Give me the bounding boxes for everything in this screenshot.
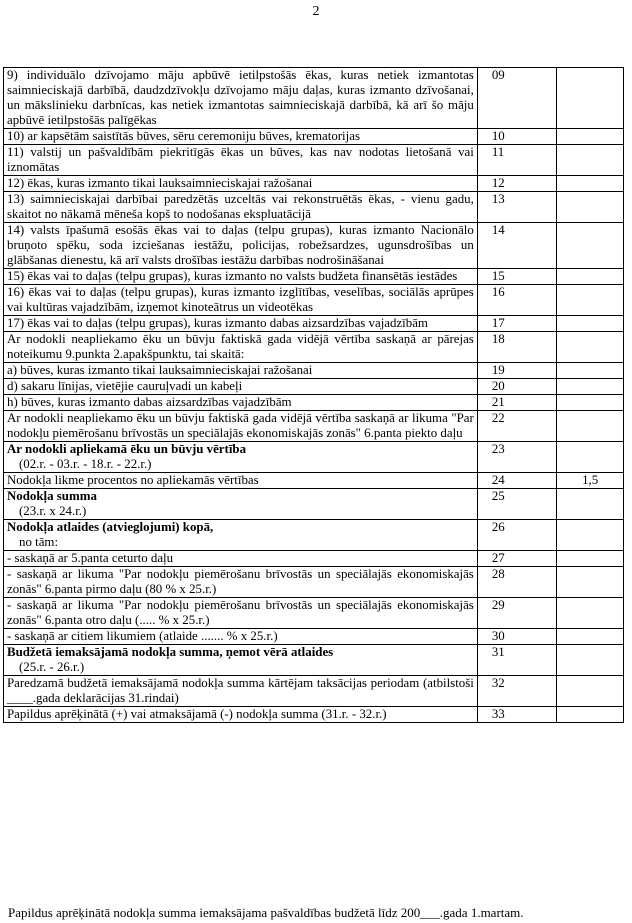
table-row bbox=[4, 68, 624, 129]
row-value-cell[interactable] bbox=[557, 176, 624, 192]
row-description-text: 10) ar kapsētām saistītās būves, sēru ceremoniju būves, krematorijas bbox=[7, 129, 360, 143]
row-description-text: 9) individuālo dzīvojamo māju apbūvē ietilpstošās ēkas, kuras netiek izmantotas saimnieciskajā darbībā, daudzdzīvokļu dzīvojamo māju daļas, kuras izmanto dzīvošanai, un mākslinieku darbnīcas, kas netiek izmantotas saimnieciskajā darbībā, kā arī šo māju apbūvē ietilpstošās palīgēkas bbox=[7, 68, 474, 127]
row-value-cell[interactable] bbox=[557, 676, 624, 707]
row-description-text: a) būves, kuras izmanto tikai lauksaimnieciskajai ražošanai bbox=[7, 363, 313, 377]
row-description-text: 11) valstij un pašvaldībām piekritīgās ēkas un būves, kas nav nodotas lietošanā vai iznomātas bbox=[7, 145, 474, 174]
row-code: 30 bbox=[477, 629, 556, 645]
row-description-text: 15) ēkas vai to daļas (telpu grupas), kuras izmanto no valsts budžeta finansētās iestādes bbox=[7, 269, 458, 283]
row-description bbox=[4, 707, 478, 723]
row-description bbox=[4, 145, 478, 176]
row-value-cell[interactable] bbox=[557, 395, 624, 411]
row-code: 24 bbox=[477, 473, 556, 489]
row-value-cell[interactable] bbox=[557, 223, 624, 269]
row-description bbox=[4, 192, 478, 223]
row-description-text: Nodokļa likme procentos no apliekamās vērtības bbox=[7, 473, 259, 487]
row-value-cell[interactable] bbox=[557, 285, 624, 316]
row-description-text: Ar nodokli neapliekamo ēku un būvju faktiskā gada vidējā vērtība saskaņā ar pārejas noteikumu 9.punkta 2.apakšpunktu, tai skaitā: bbox=[7, 332, 474, 361]
row-code: 11 bbox=[477, 145, 556, 176]
table-row bbox=[4, 598, 624, 629]
row-description-text: Nodokļa atlaides (atvieglojumi) kopā, bbox=[7, 520, 214, 534]
row-value-cell[interactable] bbox=[557, 363, 624, 379]
row-description bbox=[4, 473, 478, 489]
row-value-cell[interactable] bbox=[557, 629, 624, 645]
row-code: 14 bbox=[477, 223, 556, 269]
row-code: 26 bbox=[477, 520, 556, 551]
table-row bbox=[4, 129, 624, 145]
row-formula: (02.r. - 03.r. - 18.r. - 22.r.) bbox=[19, 457, 152, 471]
row-value-cell[interactable] bbox=[557, 379, 624, 395]
table-body bbox=[4, 68, 624, 723]
row-description-text: Budžetā iemaksājamā nodokļa summa, ņemot vērā atlaides bbox=[7, 645, 334, 659]
table-row bbox=[4, 395, 624, 411]
row-description bbox=[4, 567, 478, 598]
row-value-cell[interactable] bbox=[557, 551, 624, 567]
table-row bbox=[4, 567, 624, 598]
table-row bbox=[4, 192, 624, 223]
row-description bbox=[4, 316, 478, 332]
row-value-cell[interactable] bbox=[557, 192, 624, 223]
row-description-text: - saskaņā ar 5.panta ceturto daļu bbox=[7, 551, 174, 565]
row-value-cell[interactable] bbox=[557, 567, 624, 598]
table-row bbox=[4, 363, 624, 379]
row-value-cell[interactable] bbox=[557, 489, 624, 520]
row-description-text: Ar nodokli apliekamā ēku un būvju vērtība bbox=[7, 442, 247, 456]
row-code: 20 bbox=[477, 379, 556, 395]
table-row bbox=[4, 645, 624, 676]
row-description bbox=[4, 598, 478, 629]
row-code: 16 bbox=[477, 285, 556, 316]
row-description bbox=[4, 489, 478, 520]
row-code: 10 bbox=[477, 129, 556, 145]
table-row bbox=[4, 223, 624, 269]
row-description bbox=[4, 442, 478, 473]
row-description bbox=[4, 645, 478, 676]
row-description bbox=[4, 676, 478, 707]
table-row bbox=[4, 285, 624, 316]
row-code: 21 bbox=[477, 395, 556, 411]
row-code: 28 bbox=[477, 567, 556, 598]
row-value-cell[interactable] bbox=[557, 316, 624, 332]
row-value-cell[interactable] bbox=[557, 598, 624, 629]
row-code: 18 bbox=[477, 332, 556, 363]
table-row bbox=[4, 176, 624, 192]
table-row bbox=[4, 145, 624, 176]
row-description bbox=[4, 411, 478, 442]
row-value-cell[interactable] bbox=[557, 332, 624, 363]
row-code: 23 bbox=[477, 442, 556, 473]
row-value-cell[interactable] bbox=[557, 129, 624, 145]
footer-note: Papildus aprēķinātā nodokļa summa iemaksājama pašvaldības budžetā līdz 200___.gada 1.martam. bbox=[8, 905, 524, 920]
row-description-text: 14) valsts īpašumā esošās ēkas vai to daļas (telpu grupas), kuras izmanto Nacionālo bruņoto spēku, soda izciešanas iestāžu, policijas, robežsardzes, ugunsdrošības un glābšanas dienestu, kā arī valsts drošības iestāžu darbības nodrošināšanai bbox=[7, 223, 474, 267]
row-formula: (25.r. - 26.r.) bbox=[19, 660, 85, 674]
table-row bbox=[4, 269, 624, 285]
row-formula: no tām: bbox=[19, 535, 59, 549]
row-description-text: 13) saimnieciskajai darbībai paredzētās uzceltās vai rekonstruētās ēkas, - vienu gadu, skaitot no nākamā mēneša kopš to nodošanas ekspluatācijā bbox=[7, 192, 474, 221]
row-value-cell[interactable] bbox=[557, 645, 624, 676]
table-row bbox=[4, 473, 624, 489]
row-code: 09 bbox=[477, 68, 556, 129]
row-formula: (23.r. x 24.r.) bbox=[19, 504, 87, 518]
table-row bbox=[4, 707, 624, 723]
row-code: 29 bbox=[477, 598, 556, 629]
row-description bbox=[4, 129, 478, 145]
row-description bbox=[4, 332, 478, 363]
page-number: 2 bbox=[312, 4, 320, 19]
row-value-cell[interactable] bbox=[557, 520, 624, 551]
row-description bbox=[4, 176, 478, 192]
row-code: 32 bbox=[477, 676, 556, 707]
row-value-cell[interactable] bbox=[557, 145, 624, 176]
row-description-text: - saskaņā ar likuma "Par nodokļu piemērošanu brīvostās un speciālajās ekonomiskajās zonās" 6.panta pirmo daļu (80 % x 25.r.) bbox=[7, 567, 474, 596]
row-description-text: Paredzamā budžetā iemaksājamā nodokļa summa kārtējam taksācijas periodam (atbilstoši ____.gada deklarācijas 31.rindai) bbox=[7, 676, 474, 705]
row-description bbox=[4, 629, 478, 645]
row-code: 33 bbox=[477, 707, 556, 723]
row-code: 22 bbox=[477, 411, 556, 442]
row-code: 13 bbox=[477, 192, 556, 223]
table-row bbox=[4, 411, 624, 442]
row-description bbox=[4, 520, 478, 551]
row-code: 17 bbox=[477, 316, 556, 332]
table-row bbox=[4, 316, 624, 332]
row-value-cell[interactable]: 1,5 bbox=[557, 473, 624, 489]
table-row bbox=[4, 332, 624, 363]
row-value-cell[interactable] bbox=[557, 442, 624, 473]
table-row bbox=[4, 379, 624, 395]
row-code: 31 bbox=[477, 645, 556, 676]
row-code: 19 bbox=[477, 363, 556, 379]
table-row bbox=[4, 551, 624, 567]
row-description bbox=[4, 551, 478, 567]
row-code: 25 bbox=[477, 489, 556, 520]
row-description-text: Nodokļa summa bbox=[7, 489, 97, 503]
row-value-cell[interactable] bbox=[557, 269, 624, 285]
row-code: 12 bbox=[477, 176, 556, 192]
row-description bbox=[4, 395, 478, 411]
row-description-text: - saskaņā ar likuma "Par nodokļu piemērošanu brīvostās un speciālajās ekonomiskajās zonās" 6.panta otro daļu (..... % x 25.r.) bbox=[7, 598, 474, 627]
row-description bbox=[4, 269, 478, 285]
row-description-text: Papildus aprēķinātā (+) vai atmaksājamā (-) nodokļa summa (31.r. - 32.r.) bbox=[7, 707, 387, 721]
row-description bbox=[4, 68, 478, 129]
row-description-text: h) būves, kuras izmanto dabas aizsardzības vajadzībām bbox=[7, 395, 292, 409]
table-row bbox=[4, 442, 624, 473]
row-description-text: d) sakaru līnijas, vietējie cauruļvadi un kabeļi bbox=[7, 379, 243, 393]
row-description-text: Ar nodokli neapliekamo ēku un būvju faktiskā gada vidējā vērtība saskaņā ar likuma "Par nodokļu piemērošanu brīvostās un speciālajās ekonomiskajās zonās" 6.panta piekto daļu bbox=[7, 411, 474, 440]
row-description-text: 16) ēkas vai to daļas (telpu grupas), kuras izmanto izglītības, veselības, sociālās aprūpes vai kultūras vajadzībām, izņemot kinoteātrus un videotēkas bbox=[7, 285, 474, 314]
row-description-text: 12) ēkas, kuras izmanto tikai lauksaimnieciskajai ražošanai bbox=[7, 176, 313, 190]
row-description bbox=[4, 223, 478, 269]
row-code: 15 bbox=[477, 269, 556, 285]
table-row bbox=[4, 629, 624, 645]
row-value-cell[interactable] bbox=[557, 411, 624, 442]
row-description bbox=[4, 285, 478, 316]
row-code: 27 bbox=[477, 551, 556, 567]
row-description-text: 17) ēkas vai to daļas (telpu grupas), kuras izmanto dabas aizsardzības vajadzībām bbox=[7, 316, 428, 330]
row-description-text: - saskaņā ar citiem likumiem (atlaide ....... % x 25.r.) bbox=[7, 629, 278, 643]
row-description bbox=[4, 379, 478, 395]
row-value-cell[interactable] bbox=[557, 68, 624, 129]
table-row bbox=[4, 520, 624, 551]
table-row bbox=[4, 676, 624, 707]
tax-declaration-table bbox=[3, 67, 624, 723]
row-description bbox=[4, 363, 478, 379]
row-value-cell[interactable] bbox=[557, 707, 624, 723]
table-row bbox=[4, 489, 624, 520]
